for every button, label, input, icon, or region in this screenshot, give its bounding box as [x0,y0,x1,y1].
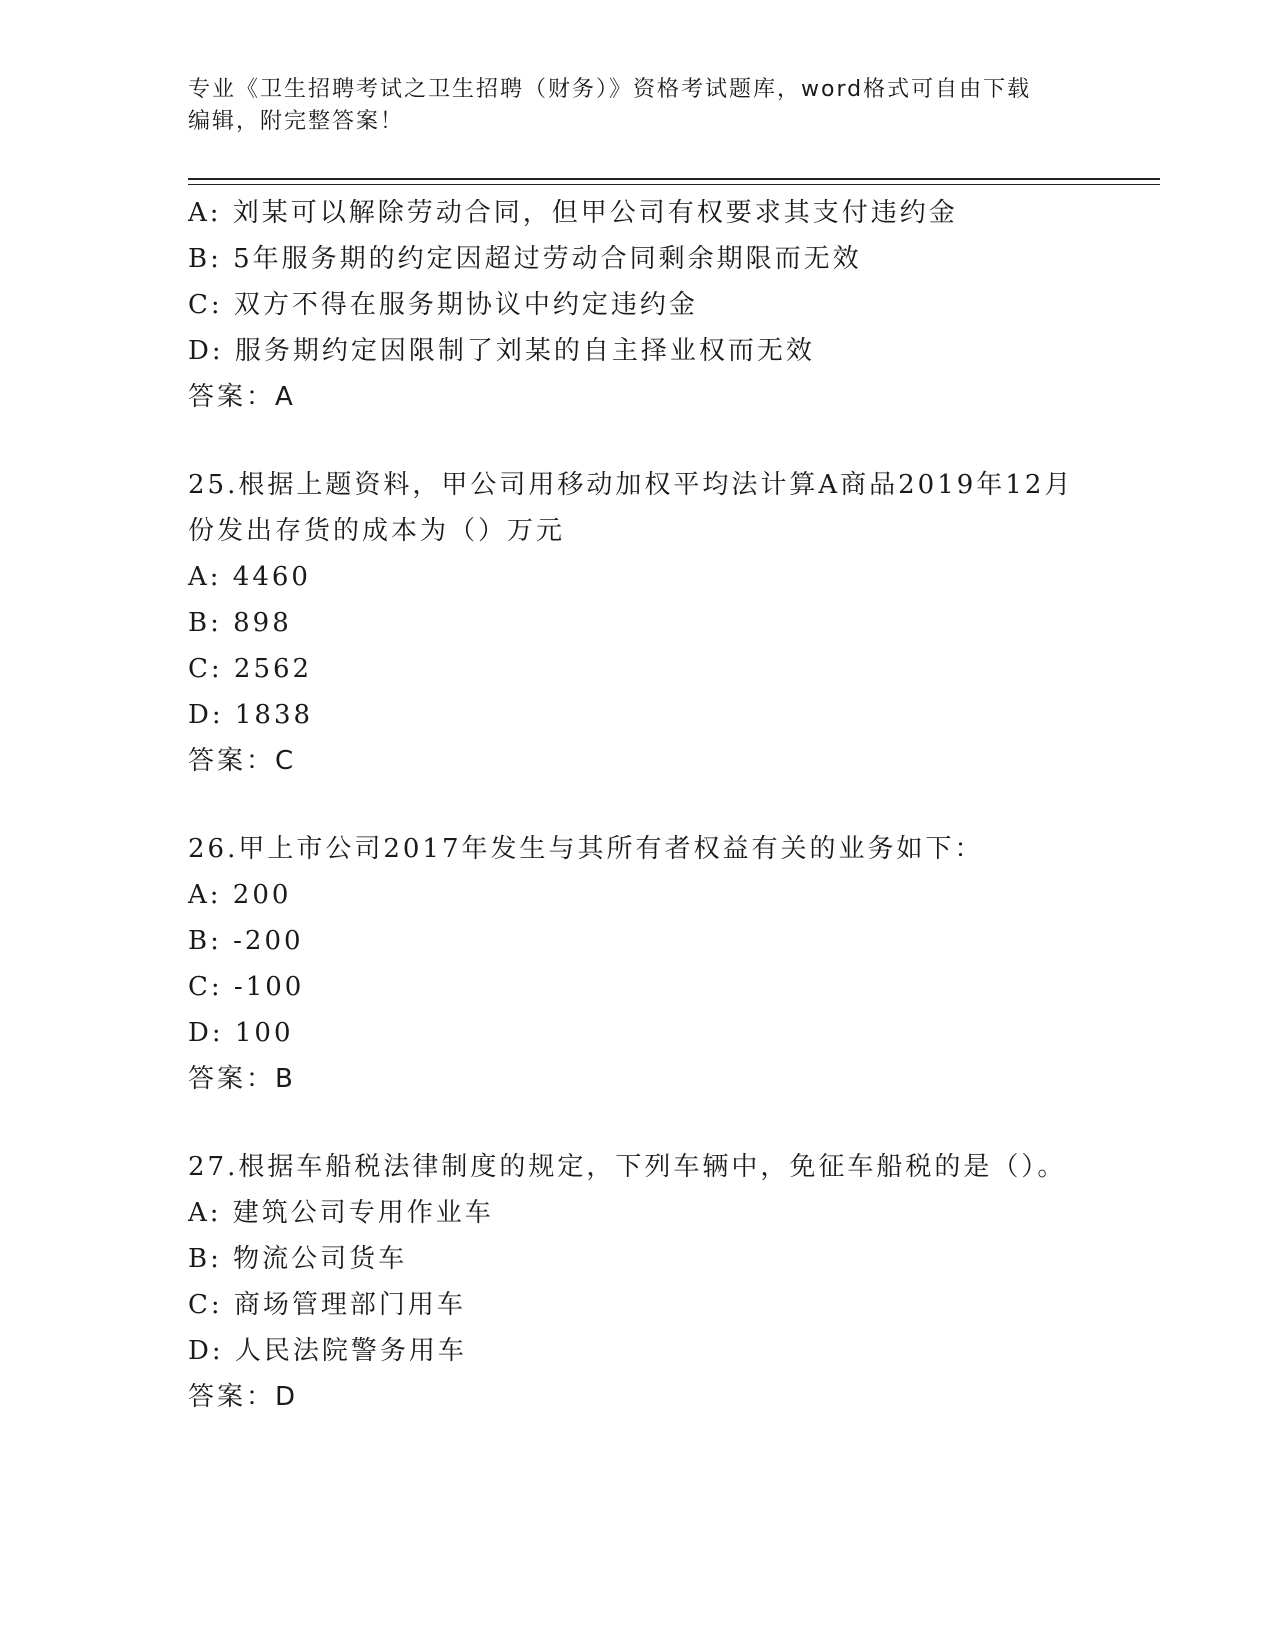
answer: 答案：B [188,1064,296,1094]
question-text-cont: 份发出存货的成本为（）万元 [188,516,566,546]
option-a: A: 4460 [188,562,311,592]
question-25 [188,462,1128,784]
option-b: B: 物流公司货车 [188,1244,408,1274]
option-a: A: 200 [188,880,292,910]
option-d: D: 1838 [188,700,314,730]
option-d: D: 服务期约定因限制了刘某的自主择业权而无效 [188,336,815,366]
header-divider-thick [188,178,1160,180]
option-d: D: 100 [188,1018,294,1048]
option-a: A: 建筑公司专用作业车 [188,1198,494,1228]
option-b: B: 898 [188,608,292,638]
answer: 答案：A [188,382,296,412]
question-27 [188,1144,1128,1420]
answer: 答案：D [188,1382,299,1412]
option-d: D: 人民法院警务用车 [188,1336,467,1366]
header-divider-thin [188,184,1160,185]
question-text: 26.甲上市公司2017年发生与其所有者权益有关的业务如下： [188,834,984,864]
question-24-tail [188,190,1128,420]
option-a: A: 刘某可以解除劳动合同，但甲公司有权要求其支付违约金 [188,198,958,228]
question-26 [188,826,1128,1102]
document-header [188,74,1088,138]
header-line-1: 专业《卫生招聘考试之卫生招聘（财务）》资格考试题库，word格式可自由下载 [188,77,1032,102]
header-line-2: 编辑，附完整答案！ [188,109,405,134]
option-b: B: 5年服务期的约定因超过劳动合同剩余期限而无效 [188,244,862,274]
option-c: C: 商场管理部门用车 [188,1290,466,1320]
option-c: C: -100 [188,972,305,1002]
answer: 答案：C [188,746,297,776]
option-c: C: 2562 [188,654,313,684]
question-list [188,190,1128,1420]
question-text: 25.根据上题资料，甲公司用移动加权平均法计算A商品2019年12月 [188,470,1074,500]
option-b: B: -200 [188,926,304,956]
option-c: C: 双方不得在服务期协议中约定违约金 [188,290,698,320]
question-text: 27.根据车船税法律制度的规定，下列车辆中，免征车船税的是（）。 [188,1152,1067,1182]
